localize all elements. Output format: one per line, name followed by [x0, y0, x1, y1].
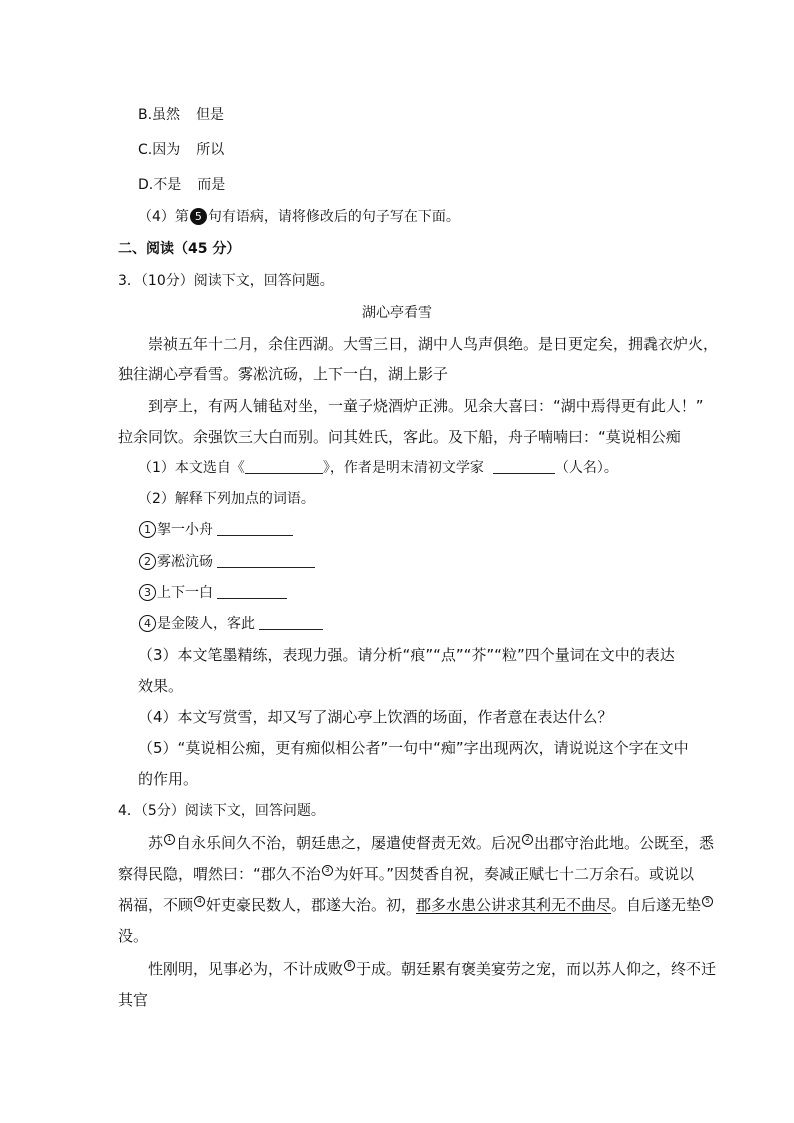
option-c: [138, 140, 224, 160]
q3-sub1-text: （人名）。: [554, 460, 618, 476]
passage-text: 于成。朝廷累有褒美宴劳之宠，而以苏人仰之，终不迁: [356, 960, 717, 978]
passage-text: 祸福，不顾: [118, 896, 194, 914]
option-b-word: 但是: [196, 107, 225, 123]
passage-title: 湖心亭看雪: [362, 305, 432, 321]
q3-sub1-text: 》，作者是明末清初文学家: [322, 460, 484, 476]
circled-number: 2: [139, 553, 156, 570]
word-item: [138, 520, 293, 540]
option-d-letter: D.不是: [138, 177, 182, 193]
option-b-letter: B.虽然: [138, 107, 181, 123]
circled-number: 3: [139, 584, 156, 601]
q4-header: 4．（5分）阅读下文，回答问题。: [118, 803, 325, 819]
option-c-word: 所以: [196, 142, 225, 158]
q3-sub1-text: （1）本文选自《: [138, 460, 245, 476]
passage-text: 。自后遂无垫: [611, 896, 702, 914]
passage-text: 苏: [148, 834, 164, 852]
footnote-number: 6: [344, 960, 355, 971]
passage-line: 崇祯五年十二月，余住西湖。大雪三日，湖中人鸟声俱绝。是日更定矣，拥毳衣炉火，: [148, 335, 719, 353]
option-d: [138, 175, 225, 195]
answer-blank[interactable]: [245, 459, 323, 474]
q3-sub5-cont: 的作用。: [138, 770, 199, 788]
q3-sub1: [138, 458, 618, 478]
option-b: [138, 105, 224, 125]
word-item: [138, 583, 287, 603]
footnote-number: 1: [164, 834, 175, 845]
answer-blank[interactable]: [217, 521, 293, 536]
section-heading: 二、阅读（45 分）: [118, 241, 241, 257]
passage-text: 为奸耳。”因焚香自祝，奏减正赋七十二万余石。或说以: [333, 865, 695, 883]
option-c-letter: C.因为: [138, 142, 181, 158]
passage-line: 其官: [118, 991, 149, 1009]
passage-line: 独往湖心亭看雪。雾凇沆砀，上下一白，湖上影子: [118, 365, 449, 383]
answer-blank[interactable]: [493, 459, 555, 474]
word-text: 雾凇沆砀: [157, 554, 213, 570]
circled-number: 5: [190, 208, 207, 225]
circled-number: 1: [139, 521, 156, 538]
passage-text: 奸吏豪民数人，郡遂大治。初，: [206, 896, 417, 914]
passage-line: [118, 864, 694, 884]
q3-header: 3．（10分）阅读下文，回答问题。: [118, 273, 334, 289]
footnote-number: 5: [702, 896, 713, 907]
footnote-number: 3: [322, 865, 333, 876]
passage-line: [148, 959, 716, 979]
passage-line: [118, 895, 714, 915]
option-d-word: 而是: [197, 177, 226, 193]
q3-sub5: （5）“莫说相公痴，更有痴似相公者”一句中“痴”字出现两次，请说说这个字在文中: [138, 739, 689, 757]
word-text: 挐一小舟: [157, 522, 213, 538]
passage-line: 拉余同饮。余强饮三大白而别。问其姓氏，客此。及下船，舟子喃喃曰：“莫说相公痴: [118, 428, 681, 446]
q3-sub4: （4）本文写赏雪，却又写了湖心亭上饮酒的场面，作者意在表达什么？: [138, 708, 613, 726]
word-text: 是金陵人，客此: [157, 616, 255, 632]
q2-4-prefix: （4）第: [138, 209, 189, 225]
passage-line: [148, 833, 714, 853]
passage-text: 察得民隐，喟然曰：“郡久不治: [118, 865, 321, 883]
q2-4-question: [138, 207, 460, 227]
passage-text: 出郡守治此地。公既至，悉: [534, 834, 715, 852]
passage-line: 没。: [118, 927, 149, 945]
passage-text: 自永乐间久不治，朝廷患之，屡遣使督责无效。后况: [176, 834, 522, 852]
q3-sub2: （2）解释下列加点的词语。: [138, 491, 315, 507]
answer-blank[interactable]: [259, 615, 323, 630]
footnote-number: 2: [522, 834, 533, 845]
q3-sub3-cont: 效果。: [138, 677, 184, 695]
passage-text: 性刚明，见事必为，不计成败: [148, 960, 344, 978]
word-item: [138, 614, 323, 634]
answer-blank[interactable]: [217, 553, 315, 568]
passage-line: 到亭上，有两人铺毡对坐，一童子烧酒炉正沸。见余大喜曰：“湖中焉得更有此人！”: [148, 397, 704, 415]
q2-4-suffix: 句有语病，请将修改后的句子写在下面。: [207, 209, 460, 225]
circled-number: 4: [139, 615, 156, 632]
answer-blank[interactable]: [217, 584, 287, 599]
word-text: 上下一白: [157, 585, 213, 601]
q3-sub3: （3）本文笔墨精练，表现力强。请分析“痕”“点”“芥”“粒”四个量词在文中的表达: [138, 646, 675, 664]
underlined-sentence: 郡多水患公讲求其利无不曲尽: [416, 896, 612, 914]
footnote-number: 4: [194, 896, 205, 907]
word-item: [138, 552, 315, 572]
